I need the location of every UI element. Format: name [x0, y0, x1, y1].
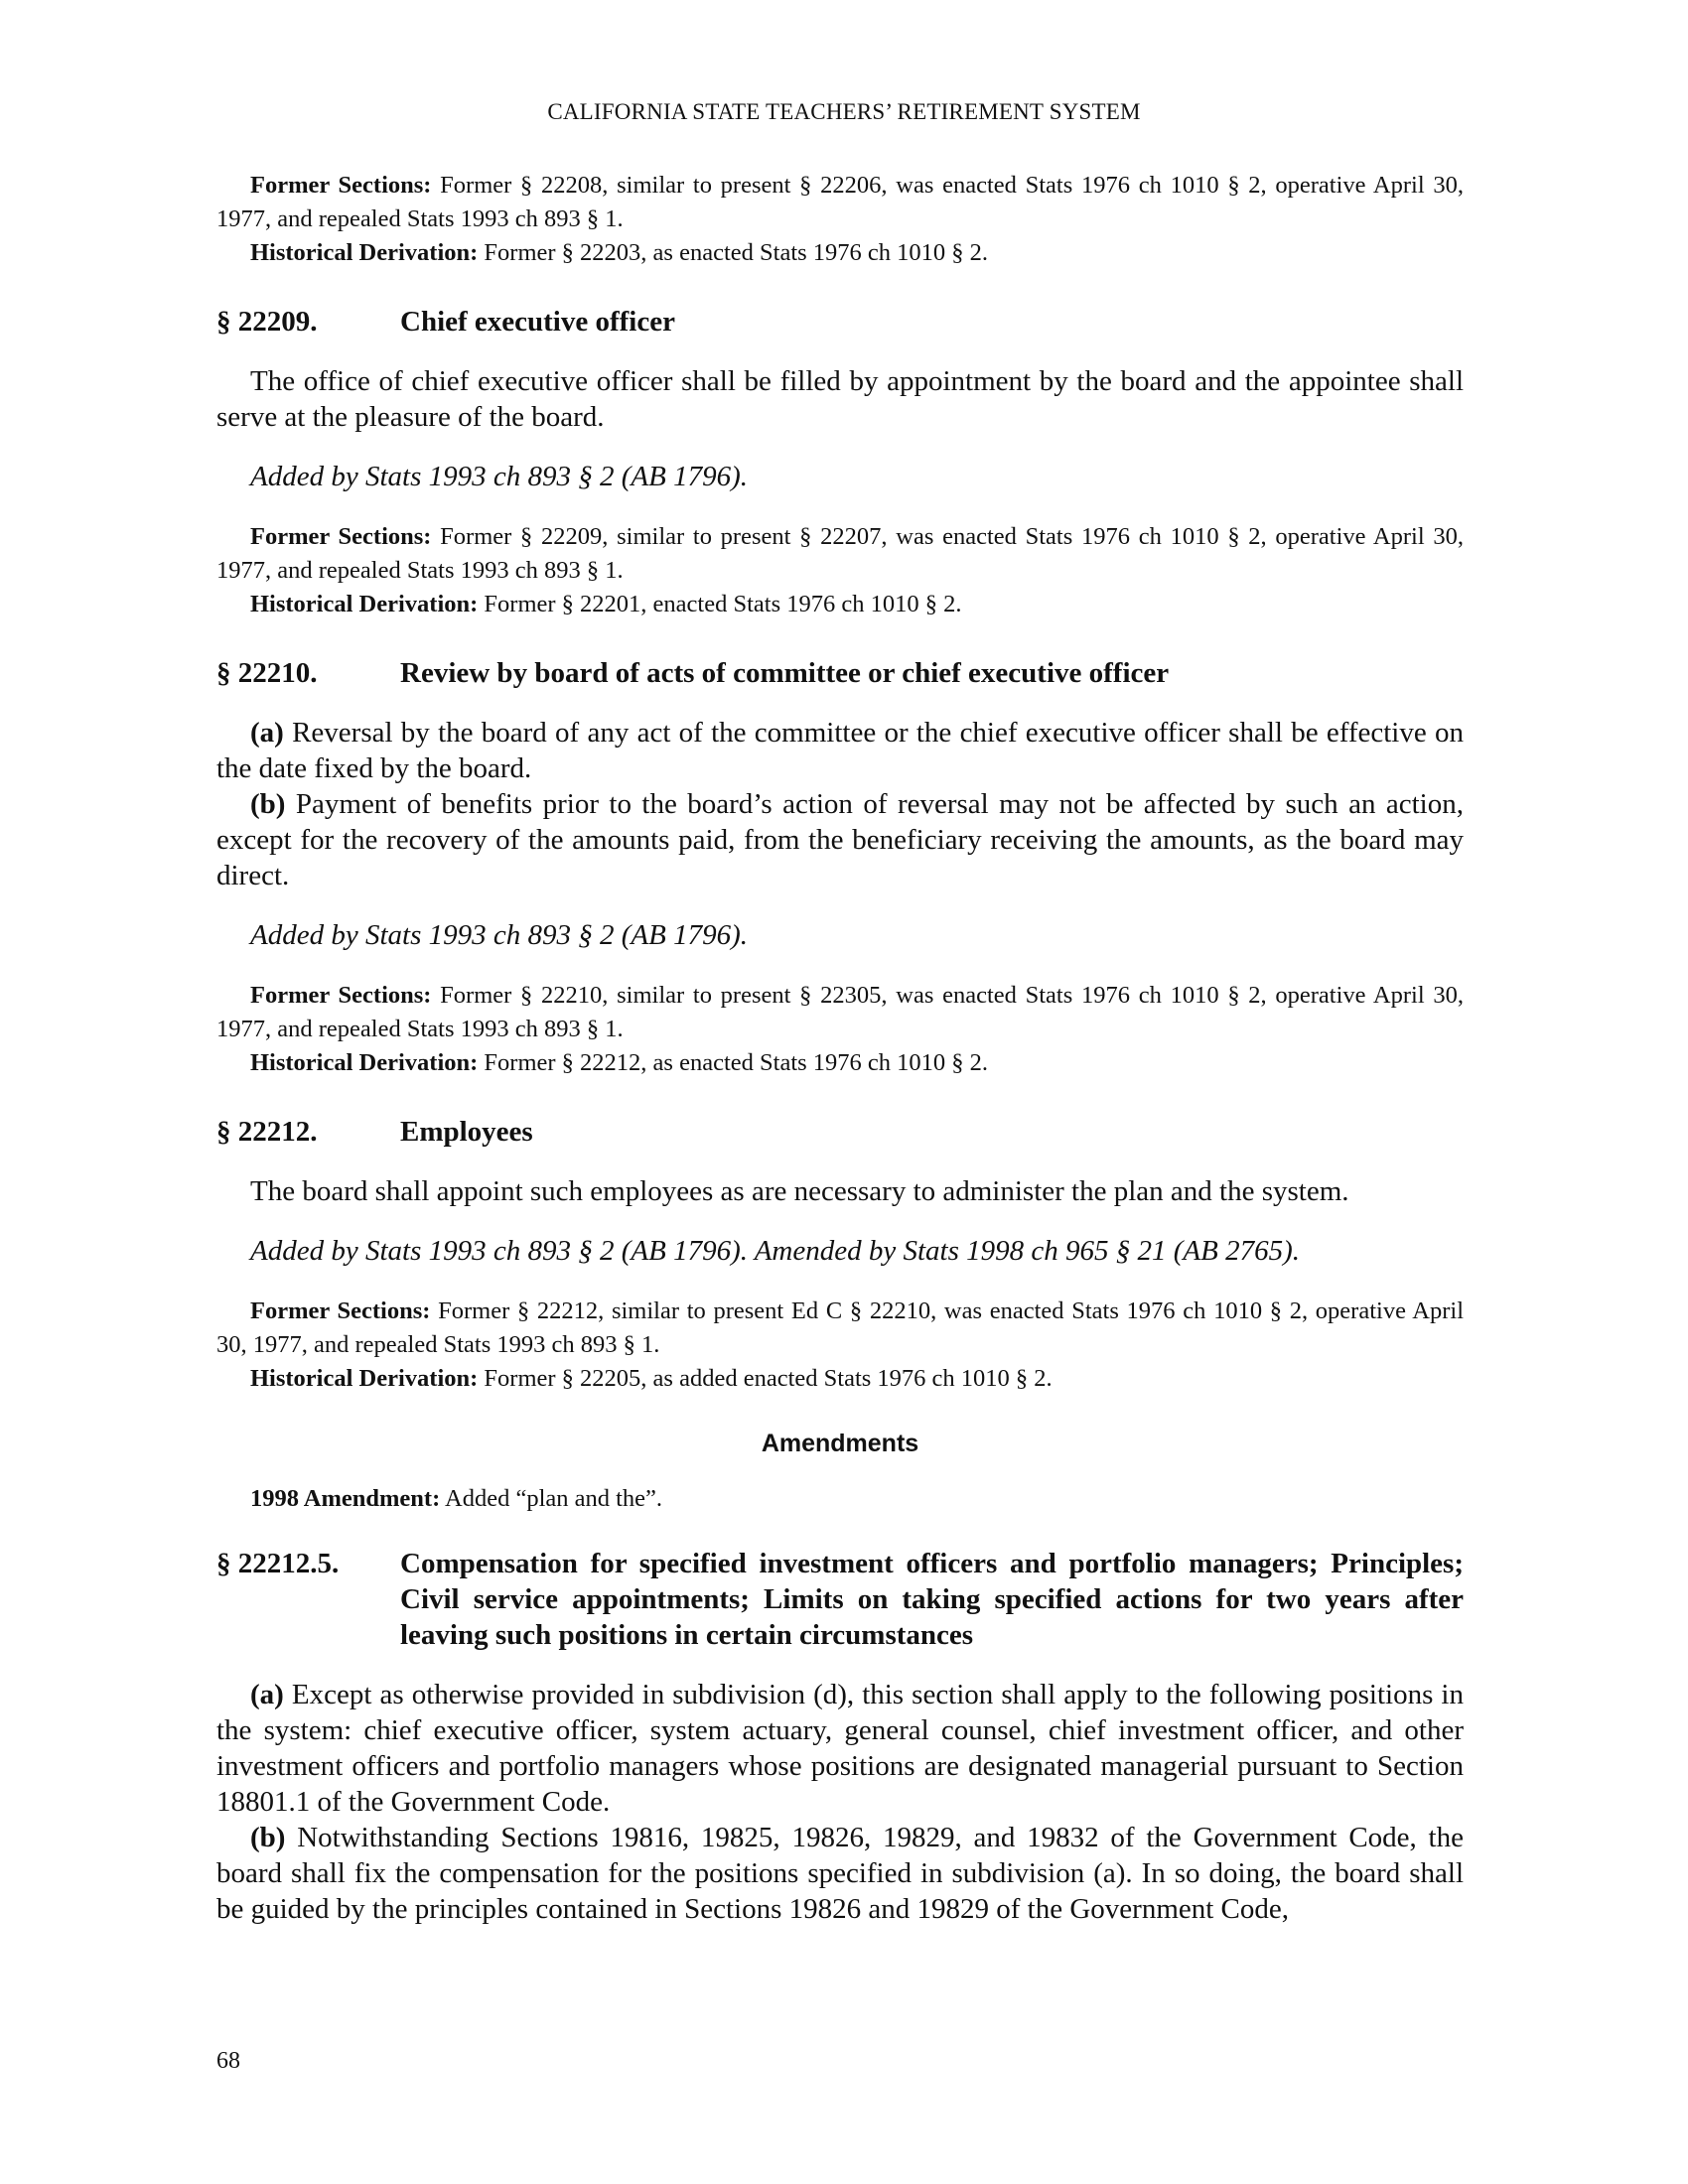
historical-derivation-label: Historical Derivation:: [250, 1049, 479, 1076]
section-number: § 22209.: [216, 306, 318, 338]
amendment-label: 1998 Amendment:: [250, 1485, 441, 1512]
section-heading: [216, 304, 1464, 340]
section-notes: [216, 1295, 1464, 1396]
former-sections-label: Former Sections:: [250, 172, 432, 199]
history-line: Added by Stats 1993 ch 893 § 2 (AB 1796). Amended by Stats 1998 ch 965 § 21 (AB 2765).: [250, 1235, 1300, 1267]
historical-derivation-note: [216, 1362, 1464, 1396]
former-sections-text: Former § 22209, similar to present § 22207, was enacted Stats 1976 ch 1010 § 2, operative April 30, 1977, and repealed Stats 1993 ch 893 § 1.: [216, 523, 1464, 584]
former-sections-note: [216, 520, 1464, 588]
section-22210: [216, 655, 1464, 1080]
historical-derivation-text: Former § 22205, as added enacted Stats 1976 ch 1010 § 2.: [478, 1365, 1053, 1392]
former-sections-note: [216, 1295, 1464, 1362]
section-22212: [216, 1114, 1464, 1516]
former-sections-text: Former § 22208, similar to present § 22206, was enacted Stats 1976 ch 1010 § 2, operative April 30, 1977, and repealed Stats 1993 ch 893 § 1.: [216, 172, 1464, 232]
subdivision-b: [216, 786, 1464, 893]
amendment-text: Added “plan and the”.: [440, 1485, 663, 1512]
paragraph-text: The office of chief executive officer shall be filled by appointment by the board and the appointee shall serve at the pleasure of the board.: [216, 365, 1464, 433]
section-notes: [216, 979, 1464, 1080]
section-title: Employees: [400, 1116, 533, 1148]
section-number: § 22212.: [216, 1116, 318, 1148]
section-22209: [216, 304, 1464, 621]
section-heading: [216, 1546, 1464, 1653]
former-sections-note: [216, 979, 1464, 1046]
subdivision-text: Reversal by the board of any act of the committee or the chief executive officer shall be effective on the date fixed by the board.: [216, 717, 1464, 784]
section-title: Compensation for specified investment officers and portfolio managers; Principles; Civil service appointments; Limits on taking specified actions for two years after leaving such positions in certain circumstances: [400, 1548, 1464, 1651]
subdivision-label: (b): [250, 788, 286, 820]
section-22212-5: [216, 1546, 1464, 1927]
section-number: § 22212.5.: [216, 1548, 340, 1579]
subdivision-text: Payment of benefits prior to the board’s action of reversal may not be affected by such an action, except for the recovery of the amounts paid, from the beneficiary receiving the amounts, as the board may direct.: [216, 788, 1464, 891]
section-notes: [216, 520, 1464, 621]
amendment-note: [216, 1482, 1464, 1516]
historical-derivation-label: Historical Derivation:: [250, 591, 479, 617]
historical-derivation-text: Former § 22212, as enacted Stats 1976 ch 1010 § 2.: [478, 1049, 989, 1076]
former-sections-label: Former Sections:: [250, 523, 432, 550]
running-head: CALIFORNIA STATE TEACHERS’ RETIREMENT SYSTEM: [547, 99, 1141, 124]
carryover-notes: [216, 169, 1464, 270]
section-title: Chief executive officer: [400, 306, 675, 338]
former-sections-label: Former Sections:: [250, 1297, 431, 1324]
historical-derivation-text: Former § 22201, enacted Stats 1976 ch 1010 § 2.: [478, 591, 962, 617]
subdivision-label: (a): [250, 717, 284, 749]
former-sections-text: Former § 22210, similar to present § 22305, was enacted Stats 1976 ch 1010 § 2, operative April 30, 1977, and repealed Stats 1993 ch 893 § 1.: [216, 982, 1464, 1042]
amendments-heading: Amendments: [761, 1430, 919, 1457]
section-heading: [216, 1114, 1464, 1150]
former-sections-text: Former § 22212, similar to present Ed C § 22210, was enacted Stats 1976 ch 1010 § 2, operative April 30, 1977, and repealed Stats 1993 ch 893 § 1.: [216, 1297, 1465, 1358]
history-line: Added by Stats 1993 ch 893 § 2 (AB 1796).: [250, 461, 748, 492]
historical-derivation-note: [216, 236, 1464, 270]
historical-derivation-label: Historical Derivation:: [250, 239, 479, 266]
history-line: Added by Stats 1993 ch 893 § 2 (AB 1796).: [250, 919, 748, 951]
historical-derivation-label: Historical Derivation:: [250, 1365, 479, 1392]
subdivision-label: (a): [250, 1679, 284, 1710]
section-title: Review by board of acts of committee or chief executive officer: [400, 657, 1170, 689]
section-number: § 22210.: [216, 657, 318, 689]
subdivision-label: (b): [250, 1822, 286, 1853]
historical-derivation-note: [216, 588, 1464, 621]
subdivision-text: Except as otherwise provided in subdivision (d), this section shall apply to the following positions in the system: chief executive officer, system actuary, general counsel, chief investment officer, and other investment officers and portfolio managers whose positions are designated managerial pursuant to Section 18801.1 of the Government Code.: [216, 1679, 1464, 1818]
historical-derivation-text: Former § 22203, as enacted Stats 1976 ch 1010 § 2.: [478, 239, 989, 266]
subdivision-a: [216, 1677, 1464, 1820]
section-paragraph: [216, 1173, 1464, 1209]
paragraph-text: The board shall appoint such employees as are necessary to administer the plan and the system.: [250, 1175, 1349, 1207]
section-heading: [216, 655, 1464, 691]
page-number: 68: [216, 2048, 240, 2074]
former-sections-note: [216, 169, 1464, 236]
subdivision-text: Notwithstanding Sections 19816, 19825, 19826, 19829, and 19832 of the Government Code, the board shall fix the compensation for the positions specified in subdivision (a). In so doing, the board shall be guided by the principles contained in Sections 19826 and 19829 of the Government Code,: [216, 1822, 1464, 1925]
page-content: [216, 169, 1464, 1927]
former-sections-label: Former Sections:: [250, 982, 432, 1009]
subdivision-a: [216, 715, 1464, 786]
subdivision-b: [216, 1820, 1464, 1927]
historical-derivation-note: [216, 1046, 1464, 1080]
section-paragraph: [216, 363, 1464, 435]
